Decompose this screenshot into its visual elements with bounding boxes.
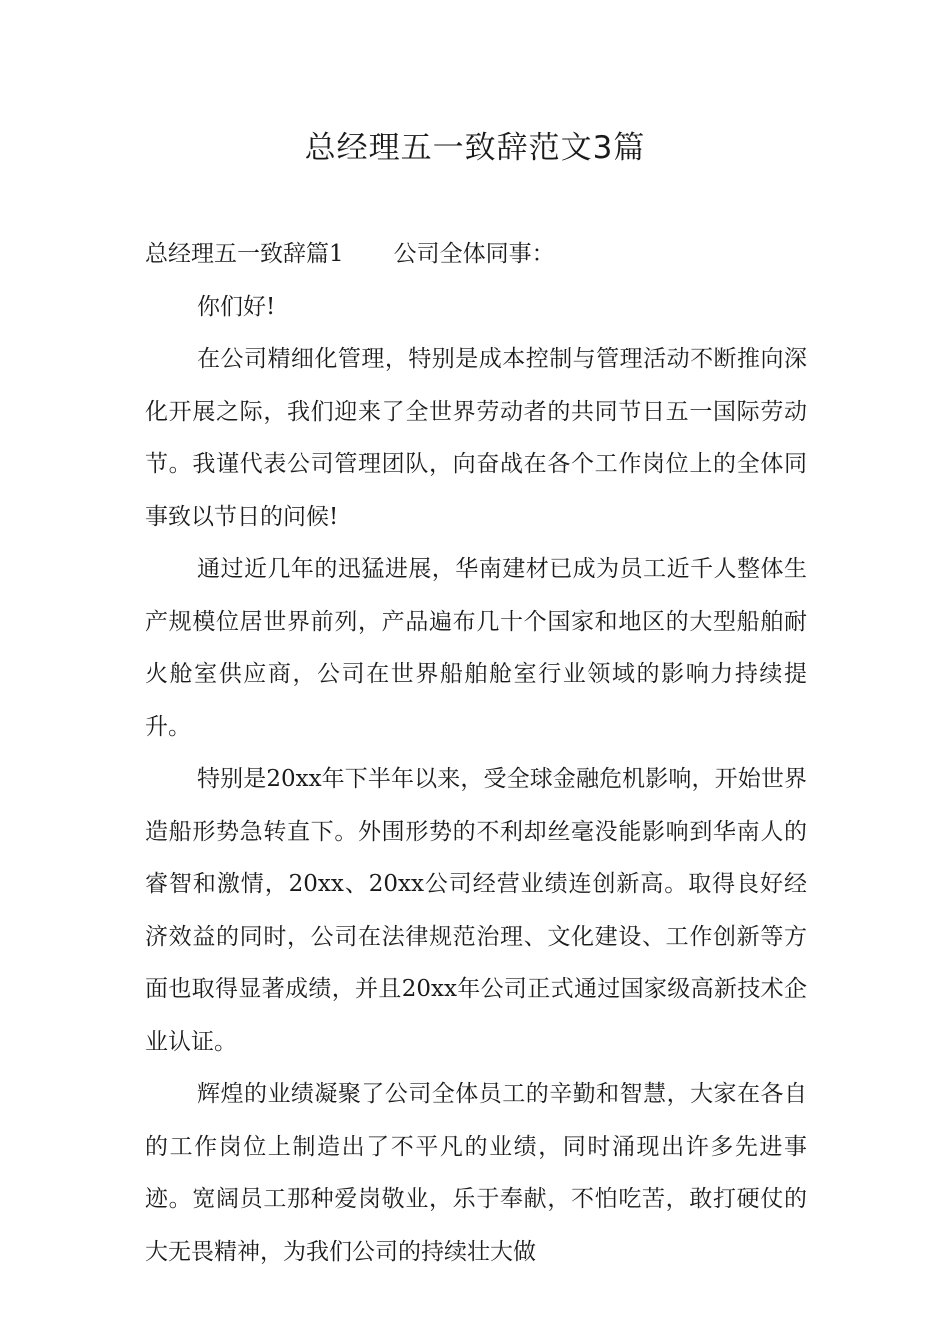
section-heading-line	[145, 228, 807, 281]
paragraph-3: 特别是20xx年下半年以来，受全球金融危机影响，开始世界造船形势急转直下。外围形势的不利却丝毫没能影响到华南人的睿智和激情，20xx、20xx公司经营业绩连创新高。取得良好经济效益的同时，公司在法律规范治理、文化建设、工作创新等方面也取得显著成绩，并且20xx年公司正式通过国家级高新技术企业认证。	[145, 766, 807, 1055]
document-body	[145, 228, 807, 1278]
paragraph-1: 在公司精细化管理，特别是成本控制与管理活动不断推向深化开展之际，我们迎来了全世界劳动者的共同节日五一国际劳动节。我谨代表公司管理团队，向奋战在各个工作岗位上的全体同事致以节日的问候!	[145, 346, 807, 530]
paragraph-2: 通过近几年的迅猛进展，华南建材已成为员工近千人整体生产规模位居世界前列，产品遍布几十个国家和地区的大型船舶耐火舱室供应商，公司在世界船舶舱室行业领域的影响力持续提升。	[145, 556, 807, 740]
greeting: 你们好!	[197, 293, 276, 320]
salutation: 公司全体同事：	[393, 241, 555, 267]
paragraph-4: 辉煌的业绩凝聚了公司全体员工的辛勤和智慧，大家在各自的工作岗位上制造出了不平凡的业绩，同时涌现出许多先进事迹。宽阔员工那种爱岗敬业，乐于奉献，不怕吃苦，敢打硬仗的大无畏精神，为我们公司的持续壮大做	[145, 1081, 807, 1265]
section-heading: 总经理五一致辞篇1	[145, 241, 344, 267]
document-title: 总经理五一致辞范文3篇	[304, 130, 646, 166]
